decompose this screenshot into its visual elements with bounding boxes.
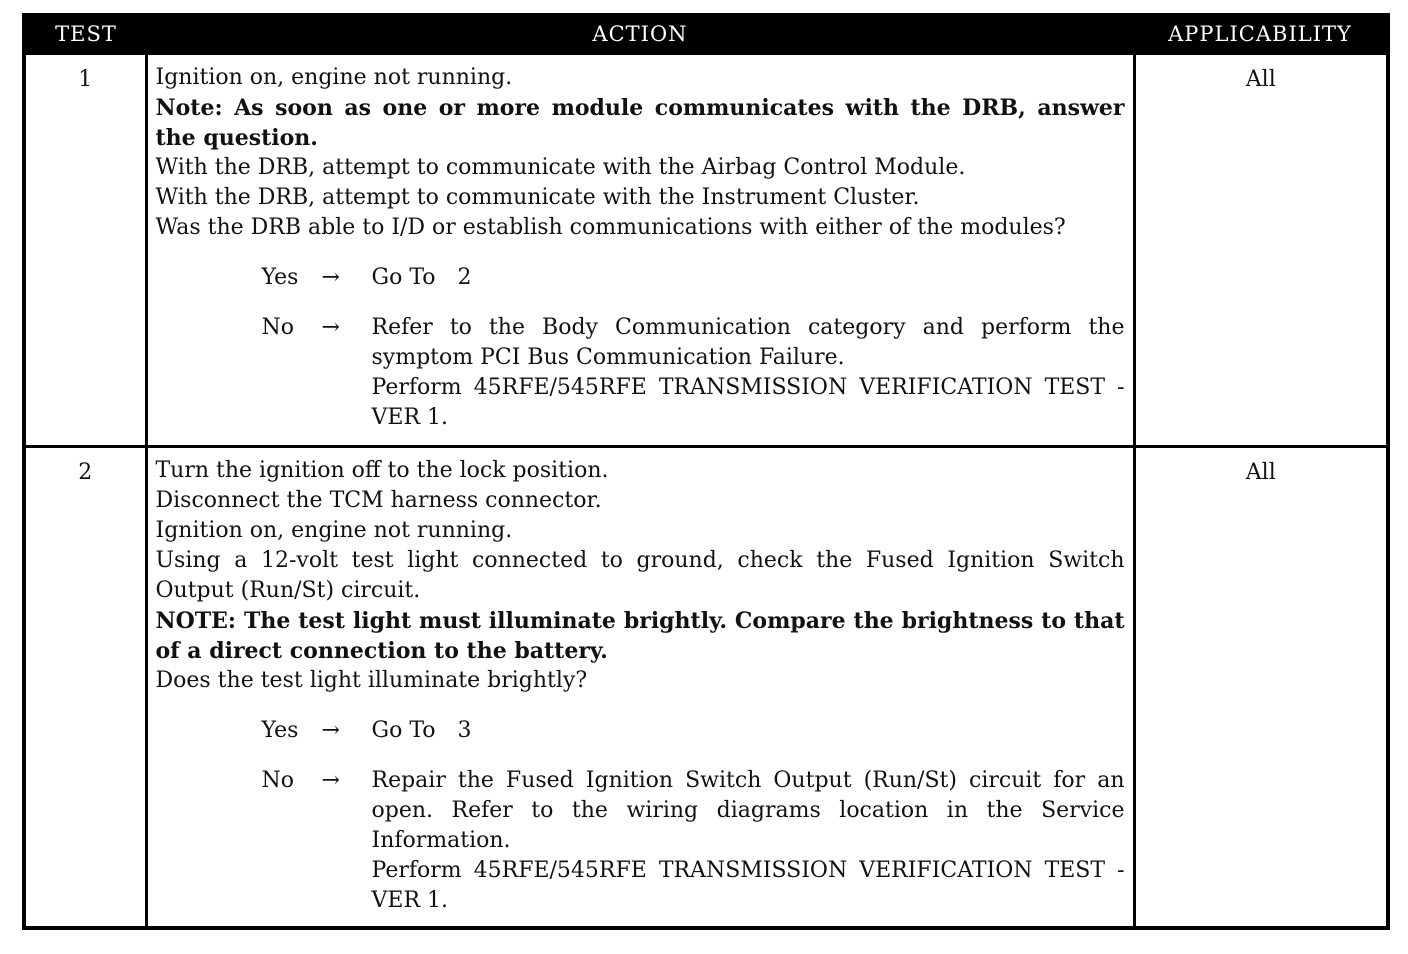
action-cell	[146, 53, 1134, 446]
diagnostic-test-table	[22, 13, 1390, 930]
header-row	[24, 15, 1388, 53]
perform-instruction: Perform 45RFE/545RFE TRANSMISSION VERIFICATION TEST - VER 1.	[371, 374, 1125, 430]
action-cell	[146, 446, 1134, 928]
action-question: Does the test light illuminate brightly?	[155, 667, 588, 693]
table-row	[24, 446, 1388, 928]
action-line: With the DRB, attempt to communicate with the Instrument Cluster.	[155, 184, 920, 210]
action-line: Using a 12-volt test light connected to ground, check the Fused Ignition Switch Output (Run/St) circuit.	[155, 547, 1125, 603]
applicability-cell: All	[1134, 446, 1388, 928]
no-result	[156, 766, 1125, 916]
goto-number: 2	[457, 264, 472, 290]
test-number: 1	[24, 53, 146, 446]
action-question: Was the DRB able to I/D or establish communications with either of the modules?	[155, 214, 1066, 240]
no-instruction: Refer to the Body Communication category and perform the symptom PCI Bus Communication Failure.	[371, 314, 1125, 370]
yes-label: Yes	[261, 717, 299, 743]
test-number: 2	[24, 446, 146, 928]
action-line: Ignition on, engine not running.	[155, 517, 513, 543]
no-instruction: Repair the Fused Ignition Switch Output (Run/St) circuit for an open. Refer to the wiring diagrams location in the Service Information.	[371, 767, 1125, 853]
header-applicability: APPLICABILITY	[1134, 15, 1388, 53]
goto-label: Go To	[371, 717, 436, 743]
action-note: Note: As soon as one or more module communicates with the DRB, answer the question.	[155, 94, 1125, 151]
yes-label: Yes	[261, 264, 299, 290]
header-action: ACTION	[146, 15, 1134, 53]
action-line: Ignition on, engine not running.	[155, 64, 513, 90]
header-test: TEST	[24, 15, 146, 53]
applicability-cell: All	[1134, 53, 1388, 446]
action-note: NOTE: The test light must illuminate brightly. Compare the brightness to that of a direct connection to the battery.	[155, 607, 1125, 664]
no-label: No	[261, 314, 294, 340]
arrow-icon: →	[321, 717, 340, 743]
action-line: Turn the ignition off to the lock position.	[155, 457, 609, 483]
no-result	[156, 313, 1125, 433]
yes-result	[156, 263, 1125, 293]
table-row	[24, 53, 1388, 446]
arrow-icon: →	[321, 264, 340, 290]
goto-number: 3	[457, 717, 472, 743]
perform-instruction: Perform 45RFE/545RFE TRANSMISSION VERIFICATION TEST - VER 1.	[371, 857, 1125, 913]
arrow-icon: →	[321, 767, 340, 793]
action-line: Disconnect the TCM harness connector.	[155, 487, 602, 513]
no-label: No	[261, 767, 294, 793]
yes-result	[156, 716, 1125, 746]
goto-label: Go To	[371, 264, 436, 290]
arrow-icon: →	[321, 314, 340, 340]
action-line: With the DRB, attempt to communicate with the Airbag Control Module.	[155, 154, 966, 180]
